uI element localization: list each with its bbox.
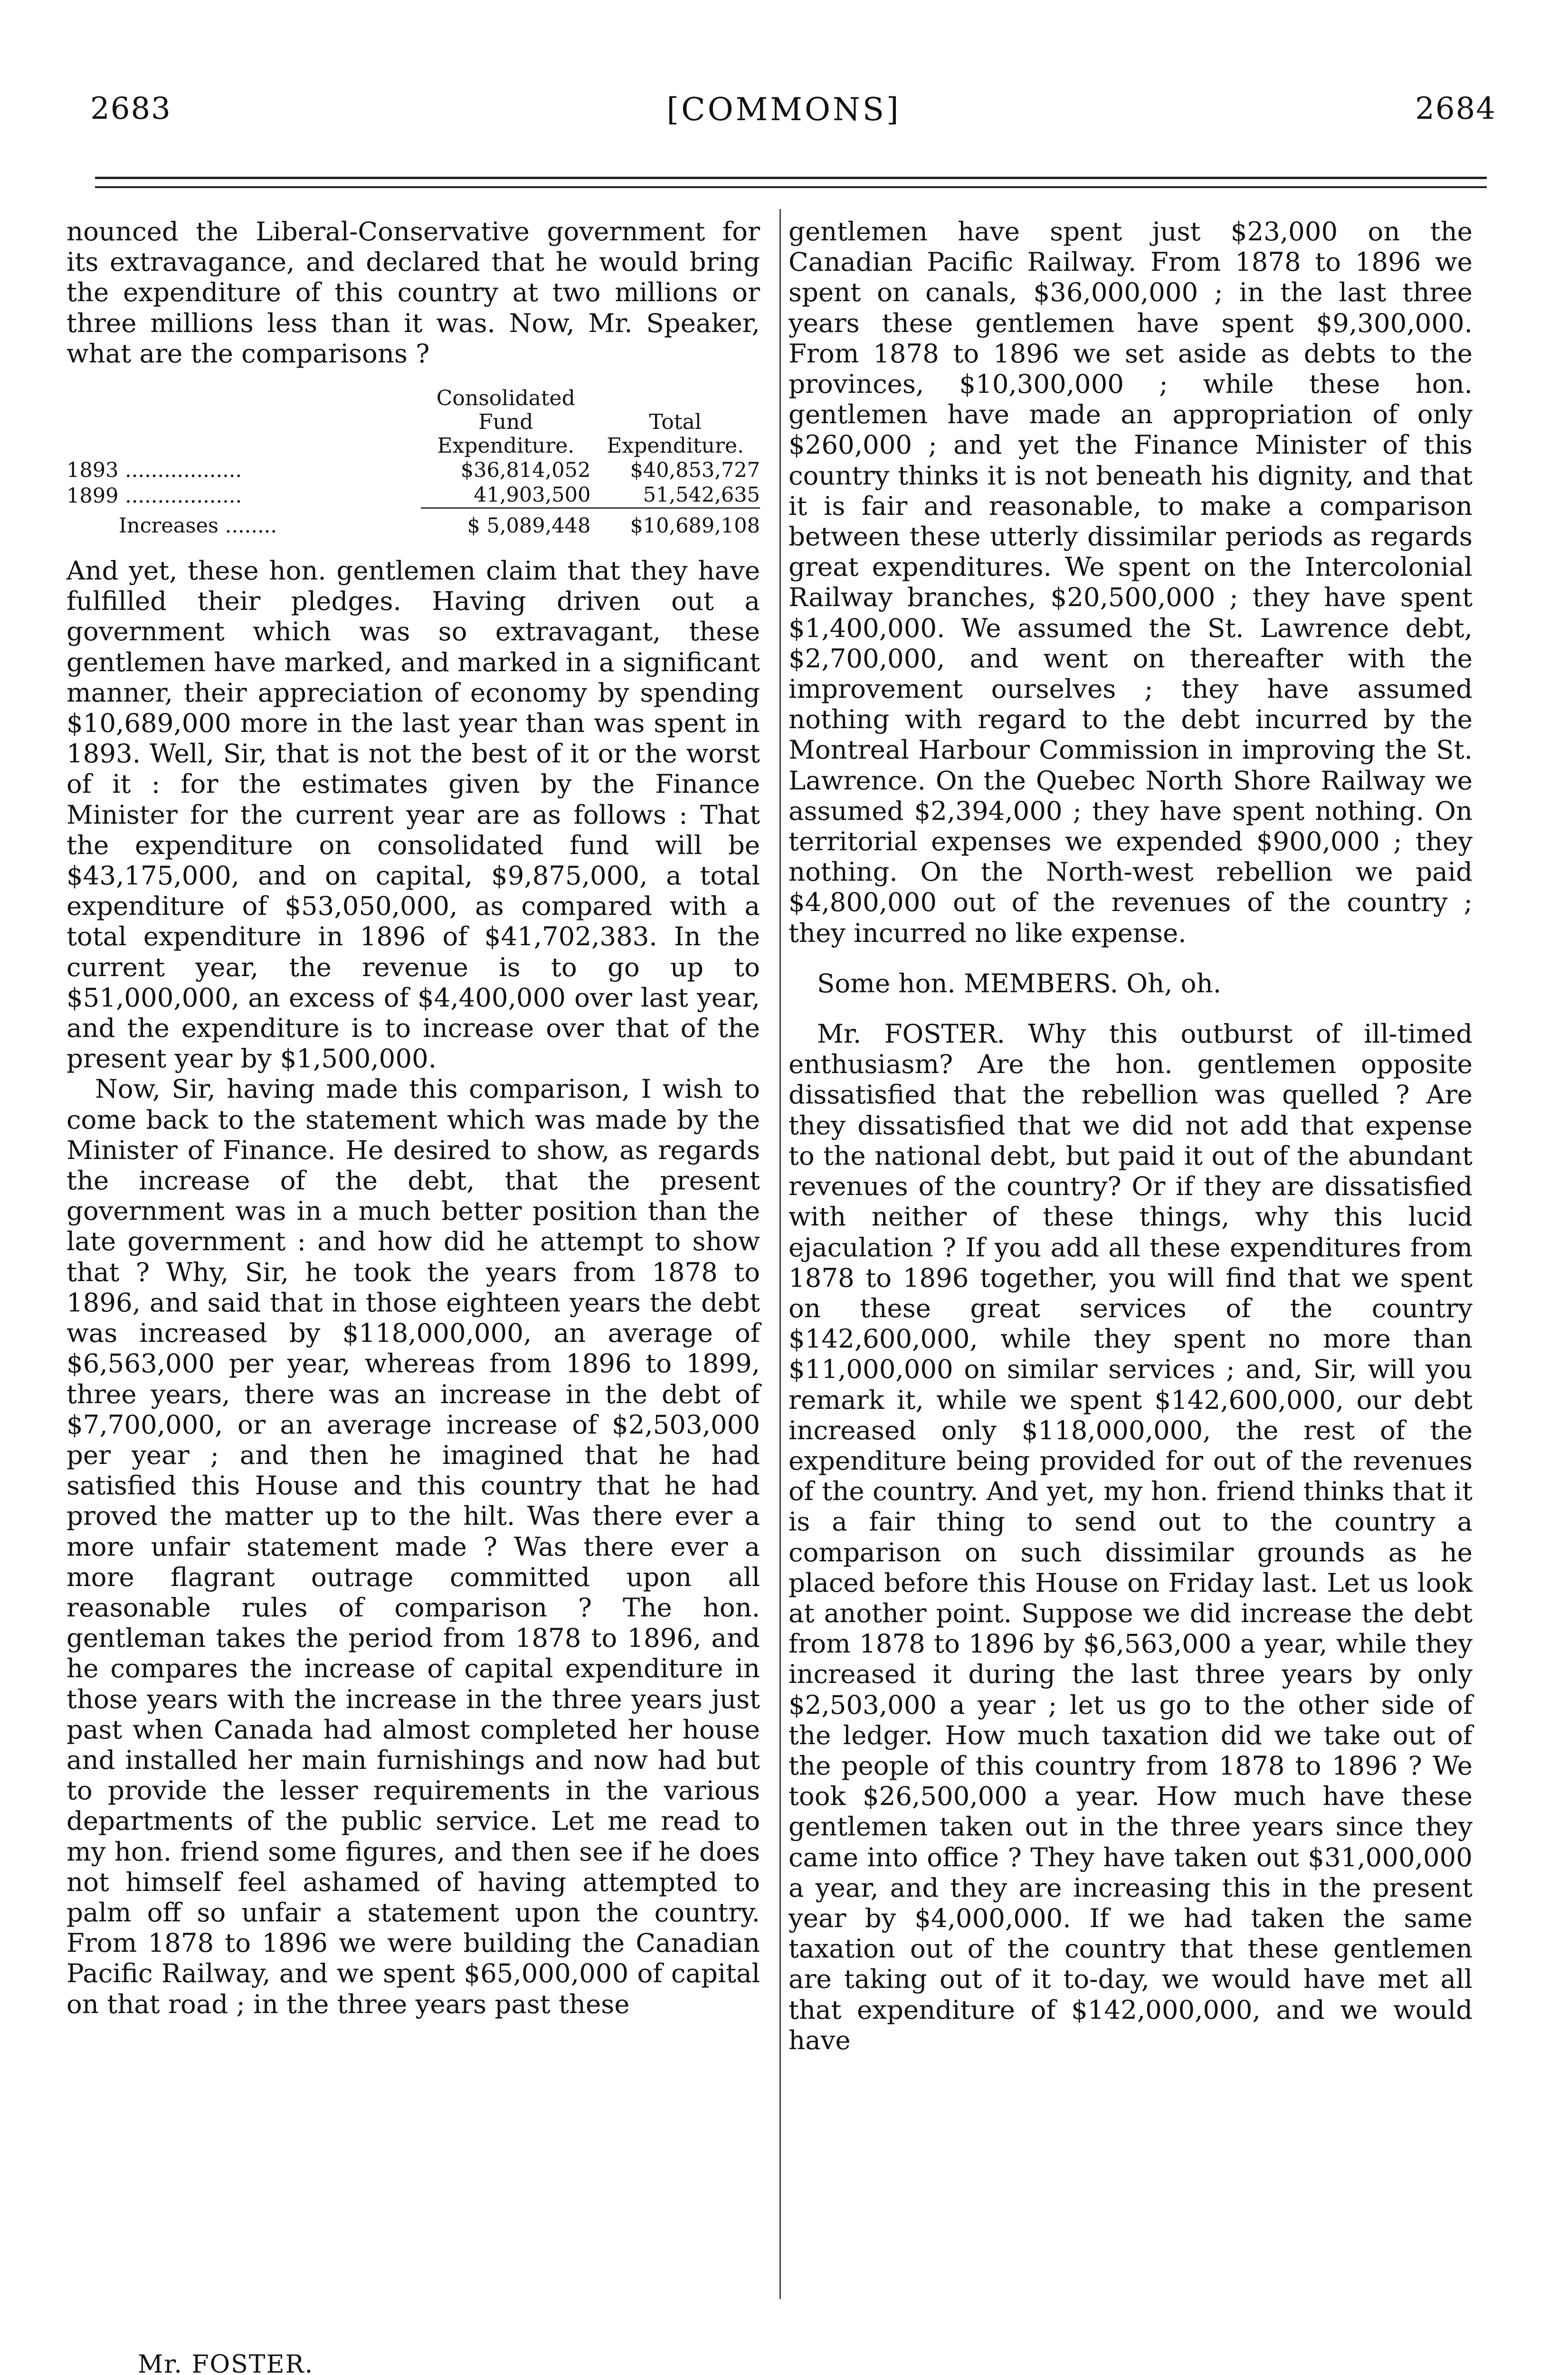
running-head: [COMMONS]	[666, 91, 901, 128]
row-consolidated: 41,903,500	[474, 483, 591, 507]
table-row	[67, 458, 760, 483]
table-row	[67, 483, 760, 508]
right-paragraph-1: gentlemen have spent just $23,000 on the Canadian Pacific Railway. From 1878 to 1896 we spent on canals, $36,000,000 ; in the last three years these gentlemen have spent $9,300,000. From 1878 to 1896 we set aside as debts to the provinces, $10,300,000 ; while these hon. gentlemen have made an appropriation of only $260,000 ; and yet the Finance Minister of this country thinks it is not beneath his dignity, and that it is fair and reasonable, to make a comparison between these utterly dissimilar periods as regards great expenditures. We spent on the Intercolonial Railway branches, $20,500,000 ; they have spent $1,400,000. We assumed the St. Lawrence debt, $2,700,000, and went on thereafter with the improvement ourselves ; they have assumed nothing with regard to the debt incurred by the Montreal Harbour Commission in improving the St. Lawrence. On the Quebec North Shore Railway we assumed $2,394,000 ; they have spent nothing. On territorial expenses we expended $900,000 ; they nothing. On the North-west rebellion we paid $4,800,000 out of the revenues of the country ; they incurred no like expense.	[789, 216, 1473, 948]
expenditure-table	[67, 387, 760, 538]
increase-total: $10,689,108	[630, 514, 760, 538]
left-paragraph-2: And yet, these hon. gentlemen claim that they have fulfilled their pledges. Having driven out a government which was so extravagant, these gentlemen have marked, and marked in a significant manner, their appreciation of economy by spending $10,689,000 more in the last year than was spent in 1893. Well, Sir, that is not the best of it or the worst of it : for the estimates given by the Finance Minister for the current year are as follows : That the expenditure on consolidated fund will be $43,175,000, and on capital, $9,875,000, a total expenditure of $53,050,000, as compared with a total expenditure in 1896 of $41,702,383. In the current year, the revenue is to go up to $51,000,000, an excess of $4,400,000 over last year, and the expenditure is to increase over that of the present year by $1,500,000.	[67, 555, 760, 1074]
row-total: $40,853,727	[630, 458, 760, 483]
table-header-row	[67, 387, 760, 458]
right-column	[789, 216, 1473, 2055]
increase-consolidated: $ 5,089,448	[467, 514, 591, 538]
page-number-right: 2684	[1415, 91, 1496, 126]
column-divider	[779, 209, 781, 2299]
page-header	[71, 91, 1496, 143]
sum-rule-row	[67, 508, 760, 514]
left-paragraph-3: Now, Sir, having made this comparison, I wish to come back to the statement which was made by the Minister of Finance. He desired to show, as regards the increase of the debt, that the present government was in a much better position than the late government : and how did he attempt to show that ? Why, Sir, he took the years from 1878 to 1896, and said that in those eighteen years the debt was increased by $118,000,000, an average of $6,563,000 per year, whereas from 1896 to 1899, three years, there was an increase in the debt of $7,700,000, or an average increase of $2,503,000 per year ; and then he imagined that he had satisfied this House and this country that he had proved the matter up to the hilt. Was there ever a more unfair statement made ? Was there ever a more flagrant outrage committed upon all reasonable rules of comparison ? The hon. gentleman takes the period from 1878 to 1896, and he compares the increase of capital expenditure in those years with the increase in the three years just past when Canada had almost completed her house and installed her main furnishings and now had but to provide the lesser requirements in the various departments of the public service. Let me read to my hon. friend some figures, and then see if he does not himself feel ashamed of having attempted to palm off so unfair a statement upon the country. From 1878 to 1896 we were building the Canadian Pacific Railway, and we spent $65,000,000 of capital on that road ; in the three years past these	[67, 1074, 760, 2019]
row-year: 1899 ..................	[67, 484, 242, 508]
column-header-total: Total Expenditure.	[607, 410, 744, 458]
header-rule-bottom	[95, 186, 1487, 188]
increases-label: Increases ........	[119, 514, 277, 538]
page-number-left: 2683	[90, 91, 171, 126]
row-total: 51,542,635	[643, 483, 760, 507]
interjection: Some hon. MEMBERS. Oh, oh.	[817, 968, 1222, 998]
left-column	[67, 216, 760, 2019]
left-paragraph-1: nounced the Liberal-Conservative government for its extravagance, and declared that he would bring the expenditure of this country at two millions or three millions less than it was. Now, Mr. Speaker, what are the comparisons ?	[67, 216, 760, 369]
row-year: 1893 ..................	[67, 458, 242, 483]
footer-speaker: Mr. FOSTER.	[138, 2350, 314, 2375]
table-increase-row	[67, 513, 760, 538]
column-header-consolidated: Consolidated Fund Expenditure.	[436, 386, 575, 458]
right-paragraph-3: Mr. FOSTER. Why this outburst of ill-timed enthusiasm? Are the hon. gentlemen opposite dissatisfied that the rebellion was quelled ? Are they dissatisfied that we did not add that expense to the national debt, but paid it out of the abundant revenues of the country? Or if they are dissatisfied with neither of these things, why this lucid ejaculation ? If you add all these expenditures from 1878 to 1896 together, you will find that we spent on these great services of the country $142,600,000, while they spent no more than $11,000,000 on similar services ; and, Sir, will you remark it, while we spent $142,600,000, our debt increased only $118,000,000, the rest of the expenditure being provided for out of the revenues of the country. And yet, my hon. friend thinks that it is a fair thing to send out to the country a comparison on such dissimilar grounds as he placed before this House on Friday last. Let us look at another point. Suppose we did increase the debt from 1878 to 1896 by $6,563,000 a year, while they increased it during the last three years by only $2,503,000 a year ; let us go to the other side of the ledger. How much taxation did we take out of the people of this country from 1878 to 1896 ? We took $26,500,000 a year. How much have these gentlemen taken out in the three years since they came into office ? They have taken out $31,000,000 a year, and they are increasing this in the present year by $4,000,000. If we had taken the same taxation out of the country that these gentlemen are taking out of it to-day, we would have met all that expenditure of $142,000,000, and we would have	[789, 1018, 1473, 2055]
row-consolidated: $36,814,052	[460, 458, 591, 483]
header-rule-top	[95, 177, 1487, 179]
